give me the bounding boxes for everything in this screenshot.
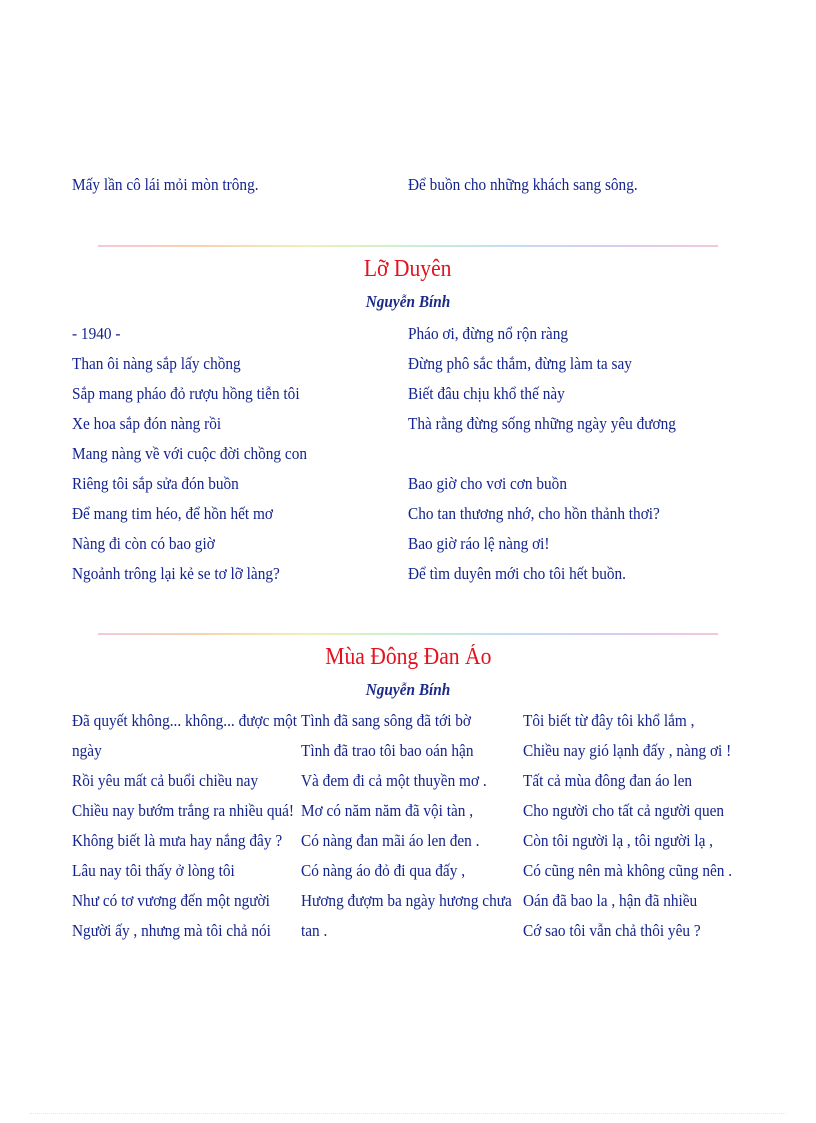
- top-line-left: Mấy lần cô lái mỏi mòn trông.: [72, 175, 259, 194]
- poem1-author: Nguyễn Bính: [365, 292, 451, 311]
- poem-line: Bao giờ cho vơi cơn buồn: [408, 474, 567, 493]
- poem-line: Than ôi nàng sắp lấy chồng: [72, 354, 241, 373]
- poem2-column-1: [72, 706, 322, 946]
- page-bottom-border: [30, 1113, 786, 1114]
- poem-line: Như có tơ vương đến một người: [72, 891, 270, 910]
- poem-line: Nàng đi còn có bao giờ: [72, 534, 215, 553]
- divider-2: [98, 633, 718, 635]
- poem-line: Pháo ơi, đừng nổ rộn ràng: [408, 324, 569, 343]
- poem-line: Tình đã sang sông đã tới bờ: [301, 711, 472, 730]
- poem-line: Cho tan thương nhớ, cho hồn thảnh thơi?: [408, 504, 660, 523]
- poem-line: Để tìm duyên mới cho tôi hết buồn.: [408, 564, 627, 583]
- poem-line: Ngoảnh trông lại kẻ se tơ lỡ làng?: [72, 564, 280, 583]
- poem-line: Chiều nay bướm trắng ra nhiều quá!: [72, 801, 295, 820]
- poem-line: Cớ sao tôi vẫn chả thôi yêu ?: [523, 921, 701, 940]
- poem-line: Còn tôi người lạ , tôi người lạ ,: [523, 831, 714, 850]
- poem-line: Tình đã trao tôi bao oán hận: [301, 741, 474, 760]
- poem-line: Có nàng đan mãi áo len đen .: [301, 831, 480, 850]
- poem-line: Lâu nay tôi thấy ở lòng tôi: [72, 861, 235, 880]
- poem-line: Có nàng áo đỏ đi qua đấy ,: [301, 861, 466, 880]
- poem-line: Có cũng nên mà không cũng nên .: [523, 861, 733, 880]
- poem-line: Bao giờ ráo lệ nàng ơi!: [408, 534, 550, 553]
- poem-line: Oán đã bao la , hận đã nhiều: [523, 891, 698, 910]
- poem2-column-2: [301, 706, 535, 946]
- poem-line: Riêng tôi sắp sửa đón buồn: [72, 474, 239, 493]
- poem1-right-column: [408, 319, 706, 589]
- poem-line: - 1940 -: [72, 324, 121, 343]
- poem-line: ngày: [72, 741, 102, 760]
- poem-line: Chiều nay gió lạnh đấy , nàng ơi !: [523, 741, 732, 760]
- poem-line: Đã quyết không... không... được một: [72, 711, 298, 730]
- poem2-title: Mùa Đông Đan Áo: [324, 644, 492, 670]
- divider-1: [98, 245, 718, 247]
- poem-line: Sắp mang pháo đỏ rượu hồng tiễn tôi: [72, 384, 300, 403]
- poem2-column-3: [523, 706, 755, 946]
- poem-line: Tất cả mùa đông đan áo len: [523, 771, 693, 790]
- poem-line: Rồi yêu mất cả buổi chiều nay: [72, 771, 259, 790]
- poem-line: Mơ có năm năm đã vội tàn ,: [301, 801, 474, 820]
- poem-line: Cho người cho tất cả người quen: [523, 801, 725, 820]
- poem-line: Và đem đi cả một thuyền mơ .: [301, 771, 487, 790]
- poem-line: Đừng phô sắc thắm, đừng làm ta say: [408, 354, 632, 373]
- poem-line: Người ấy , nhưng mà tôi chả nói: [72, 921, 271, 940]
- poem1-title: Lỡ Duyên: [364, 256, 452, 282]
- poem-line: [408, 439, 676, 469]
- poem1-left-column: [72, 319, 333, 589]
- poem-line: Hương đượm ba ngày hương chưa: [301, 891, 512, 910]
- poem-line: Để mang tim héo, để hồn hết mơ: [72, 504, 274, 523]
- poem-line: Không biết là mưa hay nắng đây ?: [72, 831, 283, 850]
- poem-line: Xe hoa sắp đón nàng rồi: [72, 414, 222, 433]
- poem2-author: Nguyễn Bính: [365, 680, 451, 699]
- top-line-right: Để buồn cho những khách sang sông.: [408, 175, 638, 194]
- poem-line: Mang nàng về với cuộc đời chồng con: [72, 444, 307, 463]
- poem-line: Thà rằng đừng sống những ngày yêu đương: [408, 414, 676, 433]
- poem-line: tan .: [301, 921, 328, 940]
- poem-line: Biết đâu chịu khổ thế này: [408, 384, 565, 403]
- poem-line: Tôi biết từ đây tôi khổ lắm ,: [523, 711, 695, 730]
